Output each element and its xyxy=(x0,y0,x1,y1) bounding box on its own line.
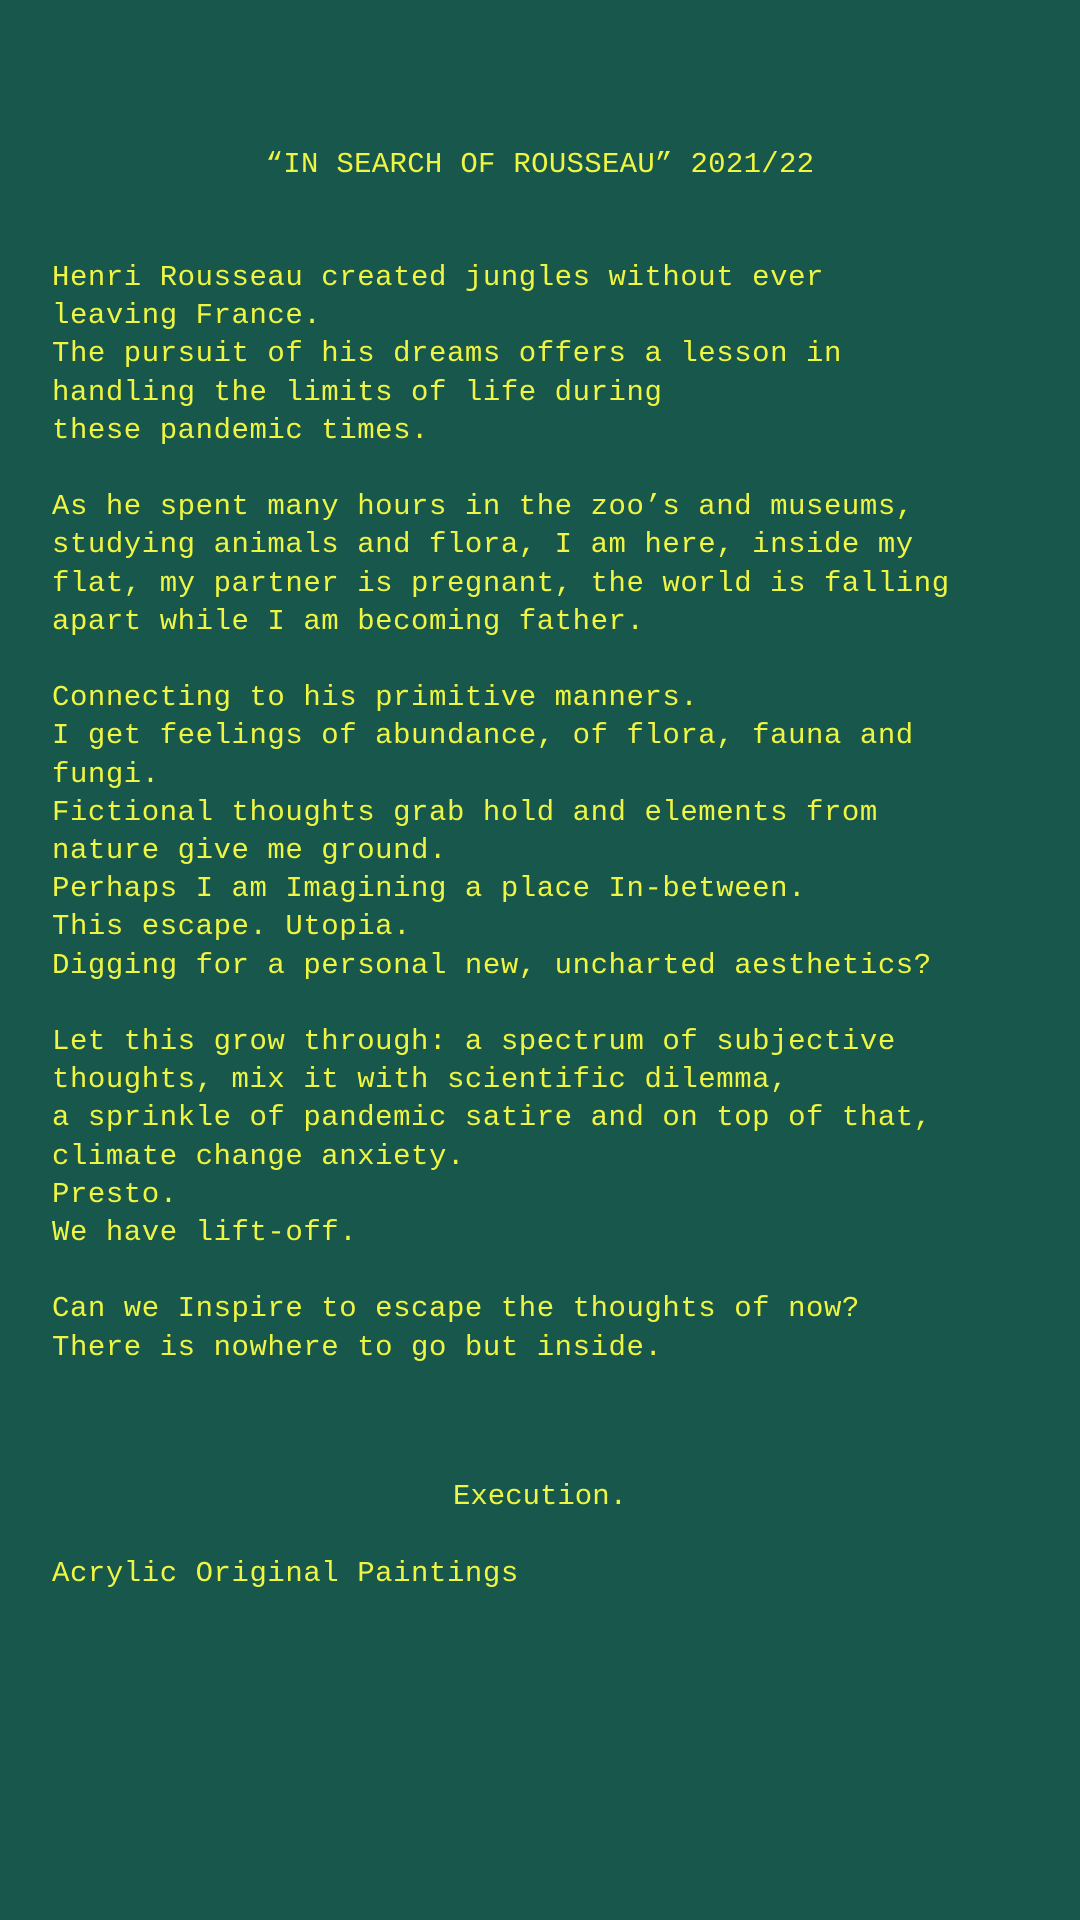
paragraph-3 xyxy=(52,679,1052,985)
text-line: leaving France. xyxy=(52,299,322,333)
medium-text: Acrylic Original Paintings xyxy=(52,1557,519,1590)
text-line: The pursuit of his dreams offers a lesson in xyxy=(52,337,842,371)
text-line: This escape. Utopia. xyxy=(52,910,412,944)
statement-body xyxy=(52,259,1052,1405)
text-line: nature give me ground. xyxy=(52,834,447,868)
text-line: There is nowhere to go but inside. xyxy=(52,1330,663,1364)
text-line: these pandemic times. xyxy=(52,413,430,447)
text-line: handling the limits of life during xyxy=(52,375,663,409)
paragraph-5 xyxy=(52,1290,1052,1366)
paragraph-2 xyxy=(52,488,1052,641)
text-line: Henri Rousseau created jungles without ever xyxy=(52,261,824,294)
text-line: apart while I am becoming father. xyxy=(52,604,645,638)
text-line: Digging for a personal new, uncharted aesthetics? xyxy=(52,948,932,982)
paragraph-1 xyxy=(52,259,1052,450)
text-line: climate change anxiety. xyxy=(52,1139,465,1173)
text-line: Let this grow through: a spectrum of subjective xyxy=(52,1025,896,1059)
document-title: “IN SEARCH OF ROUSSEAU” 2021/22 xyxy=(265,148,815,181)
text-line: We have lift-off. xyxy=(52,1216,358,1250)
text-line: I get feelings of abundance, of flora, fauna and xyxy=(52,719,914,753)
text-line: a sprinkle of pandemic satire and on top of that, xyxy=(52,1101,932,1135)
paragraph-4 xyxy=(52,1023,1052,1252)
text-line: Fictional thoughts grab hold and elements from xyxy=(52,795,878,829)
text-line: thoughts, mix it with scientific dilemma, xyxy=(52,1063,789,1097)
text-line: As he spent many hours in the zoo’s and museums, xyxy=(52,490,914,524)
text-line: Can we Inspire to escape the thoughts of now? xyxy=(52,1292,860,1326)
text-line: Presto. xyxy=(52,1177,178,1211)
execution-heading: Execution. xyxy=(452,1480,628,1513)
text-line: Perhaps I am Imagining a place In-between. xyxy=(52,872,807,906)
text-line: fungi. xyxy=(52,757,160,791)
text-line: Connecting to his primitive manners. xyxy=(52,681,699,715)
text-line: flat, my partner is pregnant, the world is falling xyxy=(52,566,950,600)
text-line: studying animals and flora, I am here, inside my xyxy=(52,528,914,562)
